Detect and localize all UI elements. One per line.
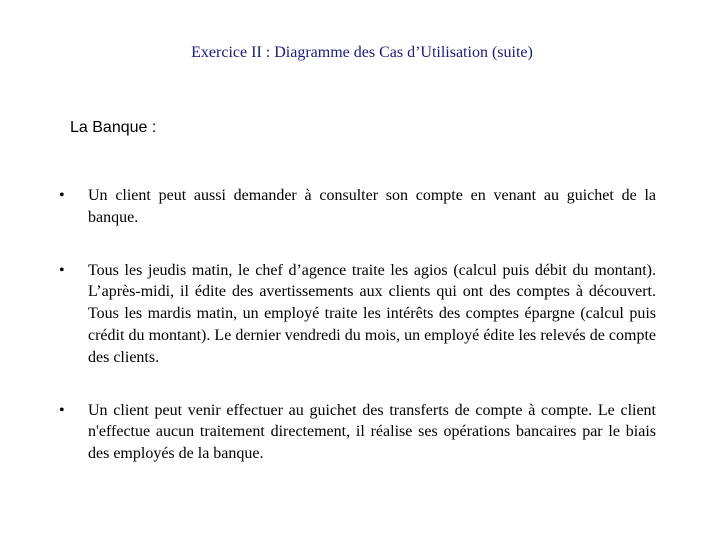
bullet-item [56, 400, 656, 465]
slide-title: Exercice II : Diagramme des Cas d’Utilisation (suite) [191, 44, 533, 61]
bullet-icon: • [59, 187, 65, 204]
bullet-item [56, 185, 656, 229]
bullet-text: Tous les jeudis matin, le chef d’agence traite les agios (calcul puis débit du montant). L’après-midi, il édite des avertissements aux clients qui ont des comptes à découvert. Tous les mardis matin, un employé traite les intérêts des comptes épargne (calcul puis crédit du montant). Le dernier vendredi du mois, un employé édite les relevés de compte des clients. [88, 261, 656, 366]
bullet-item [56, 260, 656, 369]
bullet-icon: • [59, 261, 65, 279]
bullet-text: Un client peut venir effectuer au guichet des transferts de compte à compte. Le client n'effectue aucun traitement directement, il réalise ses opérations bancaires par le biais des employés de la banque. [88, 401, 656, 463]
bullet-text: Un client peut aussi demander à consulter son compte en venant au guichet de la banque. [88, 187, 656, 226]
section-subtitle: La Banque : [70, 119, 157, 136]
bullet-list [56, 185, 656, 465]
bullet-icon: • [59, 401, 65, 419]
